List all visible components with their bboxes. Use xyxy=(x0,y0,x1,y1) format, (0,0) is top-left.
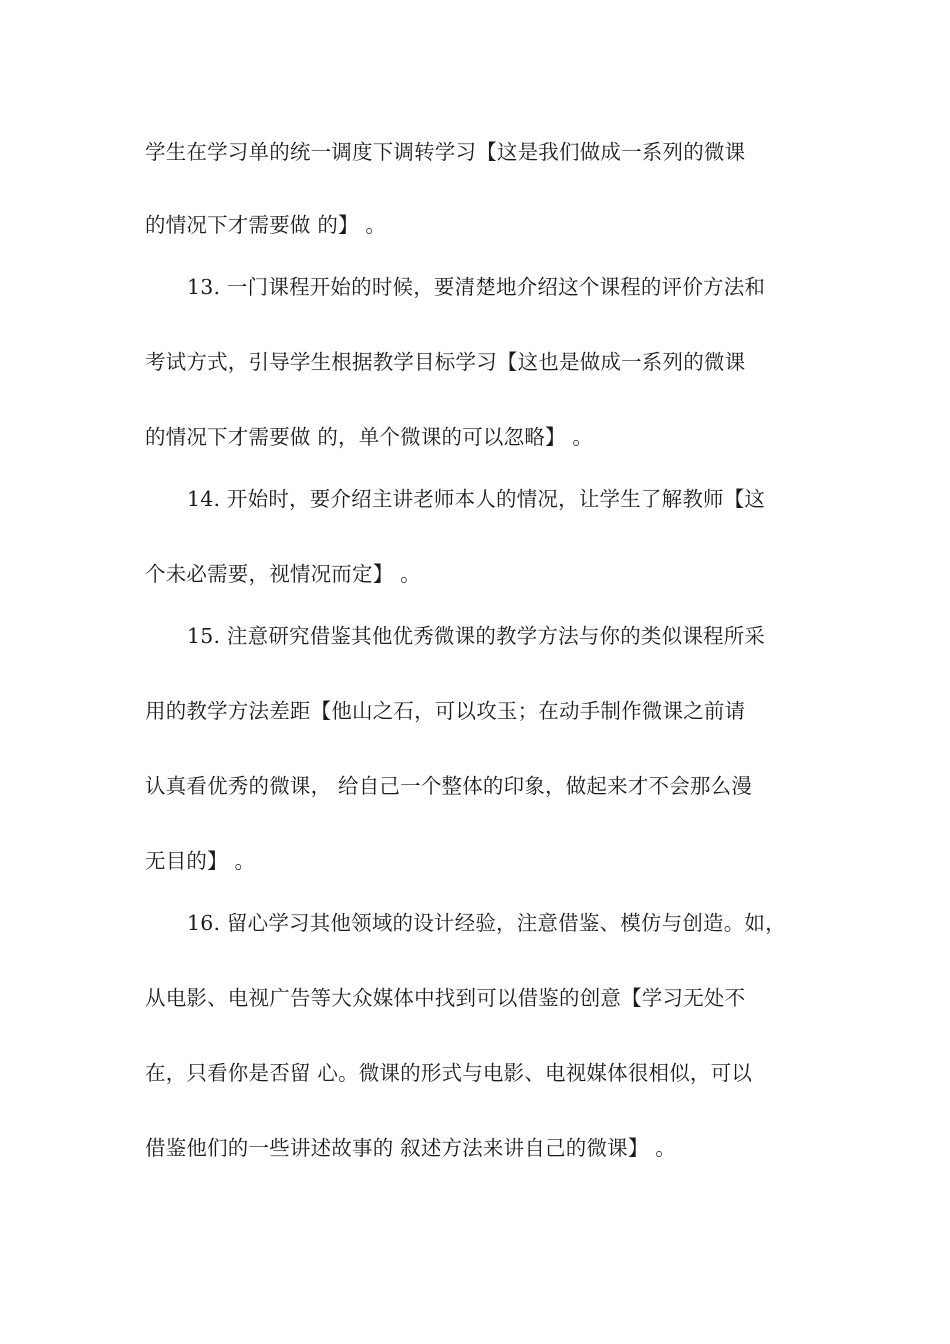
paragraph-15-start: 15. 注意研究借鉴其他优秀微课的教学方法与你的类似课程所采 xyxy=(187,624,766,648)
text-line: 认真看优秀的微课， 给自己一个整体的印象，做起来才不会那么漫 xyxy=(145,774,753,798)
text-line: 借鉴他们的一些讲述故事的 叙述方法来讲自己的微课】 。 xyxy=(145,1136,676,1160)
paragraph-14-start: 14. 开始时，要介绍主讲老师本人的情况，让学生了解教师【这 xyxy=(187,487,766,511)
text-line: 从电影、电视广告等大众媒体中找到可以借鉴的创意【学习无处不 xyxy=(145,986,746,1010)
text-line: 的情况下才需要做 的】 。 xyxy=(145,213,387,237)
text-line: 考试方式，引导学生根据教学目标学习【这也是做成一系列的微课 xyxy=(145,350,746,374)
paragraph-16-start: 16. 留心学习其他领域的设计经验，注意借鉴、模仿与创造。如， xyxy=(187,911,786,935)
text-line: 无目的】 。 xyxy=(145,849,256,873)
text-line: 个未必需要，视情况而定】 。 xyxy=(145,562,421,586)
text-line: 在，只看你是否留 心。微课的形式与电影、电视媒体很相似，可以 xyxy=(145,1061,753,1085)
paragraph-13-start: 13. 一门课程开始的时候，要清楚地介绍这个课程的评价方法和 xyxy=(187,275,766,299)
text-line: 用的教学方法差距【他山之石，可以攻玉；在动手制作微课之前请 xyxy=(145,699,746,723)
text-line: 的情况下才需要做 的，单个微课的可以忽略】 。 xyxy=(145,425,594,449)
text-line: 学生在学习单的统一调度下调转学习【这是我们做成一系列的微课 xyxy=(145,140,746,164)
